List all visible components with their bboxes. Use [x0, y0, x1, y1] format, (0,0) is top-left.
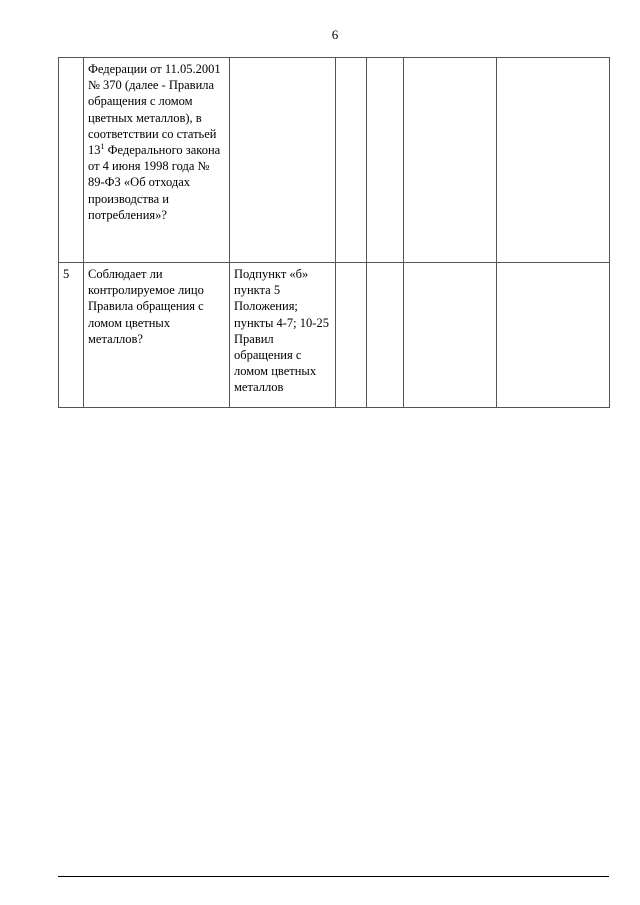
question-superscript: 1	[100, 141, 105, 151]
reference-cell	[230, 58, 336, 263]
question-cell: Соблюдает ли контролируемое лицо Правила обращения с ломом цветных металлов?	[84, 263, 230, 408]
row-number-cell	[59, 58, 84, 263]
footer-divider	[58, 876, 609, 877]
answer-cell	[367, 263, 404, 408]
question-cell	[84, 58, 230, 263]
question-text-part: Федерации от 11.05.2001 № 370 (далее - Правила обращения с ломом цветных металлов), в соответствии со статьей 13	[88, 62, 221, 158]
answer-cell	[404, 263, 497, 408]
row-number-cell: 5	[59, 263, 84, 408]
answer-cell	[336, 58, 367, 263]
table-row	[59, 263, 610, 408]
checklist-table	[58, 57, 610, 408]
reference-cell: Подпункт «б» пункта 5 Положения; пункты 4-7; 10-25 Правил обращения с ломом цветных металлов	[230, 263, 336, 408]
notes-cell	[497, 58, 610, 263]
answer-cell	[367, 58, 404, 263]
answer-cell	[404, 58, 497, 263]
table-row	[59, 58, 610, 263]
page-number: 6	[331, 27, 339, 42]
answer-cell	[336, 263, 367, 408]
notes-cell	[497, 263, 610, 408]
question-text-part: Федерального закона от 4 июня 1998 года № 89-ФЗ «Об отходах производства и потребления»?	[88, 143, 221, 222]
